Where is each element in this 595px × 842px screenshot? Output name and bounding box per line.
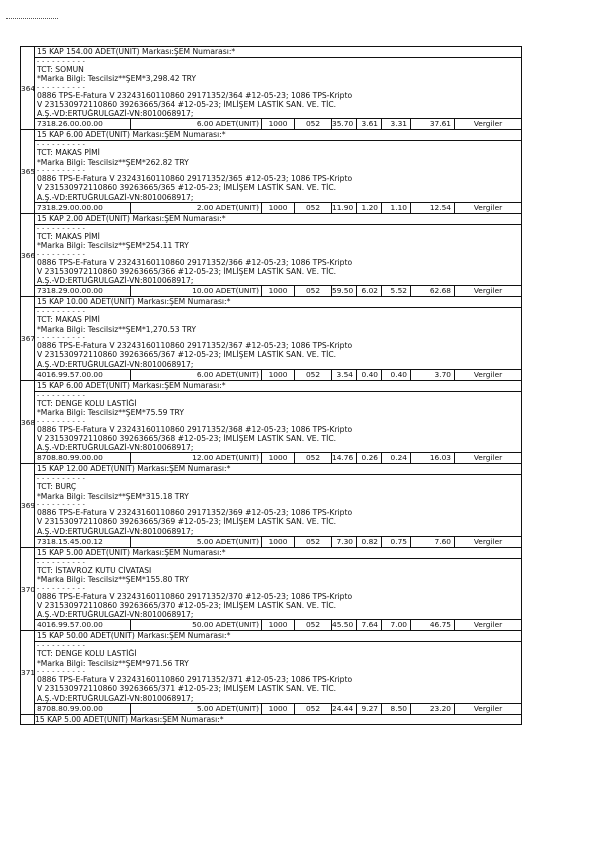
package-line: 15 KAP 12.00 ADET(UNIT) Markası:ŞEM Numarası:* [35,464,521,475]
item-block [21,297,522,369]
quantity: 5.00 ADET(UNIT) [131,703,262,714]
separator-dashes: - - - - - - - - - - [37,584,86,592]
status-label: Vergiler [455,703,522,714]
brand-info-line: *Marka Bilgi: Tescilsiz**ŞEM*1,270.53 TRY [37,324,197,334]
tct-line: TCT: MAKAS PİMİ [37,148,100,158]
invoice-line: A.Ş.-VD:ERTUĞRULGAZİ-VN:8010068917; [37,526,194,536]
item-data-row [21,119,522,130]
separator-dashes: - - - - - - - - - - [37,250,86,258]
tariff-code: 4016.99.57.00.00 [35,369,131,380]
package-line: 15 KAP 10.00 ADET(UNIT) Markası:ŞEM Numarası:* [35,297,521,308]
tariff-code: 8708.80.99.00.00 [35,703,131,714]
quantity: 10.00 ADET(UNIT) [131,286,262,297]
separator-dashes: - - - - - - - - - - [37,167,86,175]
value-4: 37.61 [411,119,455,130]
separator-dashes: - - - - - - - - - - [37,224,86,232]
invoice-line: A.Ş.-VD:ERTUĞRULGAZİ-VN:8010068917; [37,359,194,369]
value-2: 6.02 [357,286,382,297]
value-1: 3.54 [332,369,357,380]
item-number: 371 [21,631,35,714]
item-description-block [35,464,522,536]
code-1: 1000 [262,119,295,130]
separator-dashes: - - - - - - - - - - [37,391,86,399]
item-number: 365 [21,130,35,213]
separator-dashes: - - - - - - - - - - [37,475,86,483]
status-label: Vergiler [455,620,522,631]
invoice-line: 0886 TPS-E-Fatura V 23243160110860 29171352/370 #12-05-23; 1086 TPS-Kripto [37,591,353,601]
package-line: 15 KAP 50.00 ADET(UNIT) Markası:ŞEM Numarası:* [35,631,521,642]
item-data-row [21,536,522,547]
item-data-row [21,703,522,714]
brand-info-line: *Marka Bilgi: Tescilsiz**ŞEM*262.82 TRY [37,157,189,167]
item-data-row [21,453,522,464]
invoice-line: 0886 TPS-E-Fatura V 23243160110860 29171352/366 #12-05-23; 1086 TPS-Kripto [37,257,353,267]
tariff-code: 7318.15.45.00.12 [35,536,131,547]
brand-info-line: *Marka Bilgi: Tescilsiz**ŞEM*75.59 TRY [37,408,184,418]
trailing-row [21,714,522,724]
code-2: 052 [295,369,332,380]
tct-line: TCT: DENGE KOLU LASTİĞİ [37,398,137,408]
status-label: Vergiler [455,286,522,297]
value-1: 59.50 [332,286,357,297]
item-block [21,47,522,119]
header-mark [6,18,58,19]
item-description-block [35,631,522,703]
quantity: 6.00 ADET(UNIT) [131,369,262,380]
quantity: 6.00 ADET(UNIT) [131,119,262,130]
code-1: 1000 [262,620,295,631]
item-block [21,213,522,285]
invoice-line: V 231530972110860 39263665/370 #12-05-23; İMLİŞEM LASTİK SAN. VE. TİC. [37,600,337,610]
quantity: 12.00 ADET(UNIT) [131,453,262,464]
value-2: 7.64 [357,620,382,631]
invoice-line: 0886 TPS-E-Fatura V 23243160110860 29171352/364 #12-05-23; 1086 TPS-Kripto [37,90,353,100]
invoice-line: V 231530972110860 39263665/366 #12-05-23; İMLİŞEM LASTİK SAN. VE. TİC. [37,266,337,276]
value-2: 1.20 [357,202,382,213]
item-number: 366 [21,213,35,296]
tct-line: TCT: İSTAVROZ KUTU CİVATASI [37,565,152,575]
invoice-line: A.Ş.-VD:ERTUĞRULGAZİ-VN:8010068917; [37,276,194,286]
invoice-line: 0886 TPS-E-Fatura V 23243160110860 29171352/365 #12-05-23; 1086 TPS-Kripto [37,174,353,184]
value-1: 11.90 [332,202,357,213]
status-label: Vergiler [455,119,522,130]
brand-info-line: *Marka Bilgi: Tescilsiz**ŞEM*254.11 TRY [37,241,189,251]
package-line: 15 KAP 5.00 ADET(UNIT) Markası:ŞEM Numarası:* [35,548,521,559]
tariff-code: 7318.29.00.00.00 [35,202,131,213]
value-4: 7.60 [411,536,455,547]
tct-line: TCT: SOMUN [37,65,84,74]
separator-dashes: - - - - - - - - - - [37,501,86,509]
item-number: 368 [21,380,35,463]
status-label: Vergiler [455,453,522,464]
value-4: 46.75 [411,620,455,631]
invoice-line: 0886 TPS-E-Fatura V 23243160110860 29171352/368 #12-05-23; 1086 TPS-Kripto [37,424,353,434]
value-3: 0.24 [382,453,411,464]
item-description-block [35,297,522,369]
item-number: 369 [21,464,35,547]
value-2: 9.27 [357,703,382,714]
item-data-row [21,620,522,631]
value-4: 23.20 [411,703,455,714]
tariff-code: 7318.29.00.00.00 [35,286,131,297]
code-1: 1000 [262,202,295,213]
item-block [21,380,522,452]
customs-item-table [20,46,522,725]
value-3: 3.31 [382,119,411,130]
code-1: 1000 [262,369,295,380]
item-data-row [21,286,522,297]
separator-dashes: - - - - - - - - - - [37,558,86,566]
value-4: 62.68 [411,286,455,297]
package-line: 15 KAP 6.00 ADET(UNIT) Markası:ŞEM Numarası:* [35,381,521,392]
separator-dashes: - - - - - - - - - - [37,417,86,425]
separator-dashes: - - - - - - - - - - [37,667,86,675]
tariff-code: 4016.99.57.00.00 [35,620,131,631]
tariff-code: 7318.26.00.00.00 [35,119,131,130]
item-description-block [35,47,522,119]
tct-line: TCT: MAKAS PİMİ [37,315,100,325]
item-description-block [35,380,522,452]
item-block [21,464,522,536]
quantity: 2.00 ADET(UNIT) [131,202,262,213]
code-2: 052 [295,453,332,464]
package-line: 15 KAP 2.00 ADET(UNIT) Markası:ŞEM Numarası:* [35,214,521,225]
separator-dashes: - - - - - - - - - - [37,308,86,316]
quantity: 5.00 ADET(UNIT) [131,536,262,547]
value-1: 14.76 [332,453,357,464]
value-4: 16.03 [411,453,455,464]
item-data-row [21,369,522,380]
invoice-line: V 231530972110860 39263665/371 #12-05-23; İMLİŞEM LASTİK SAN. VE. TİC. [37,684,337,694]
invoice-line: V 231530972110860 39263665/368 #12-05-23; İMLİŞEM LASTİK SAN. VE. TİC. [37,433,337,443]
brand-info-line: *Marka Bilgi: Tescilsiz**ŞEM*155.80 TRY [37,575,189,585]
item-number-empty [21,714,35,724]
item-number: 367 [21,297,35,380]
tct-line: TCT: DENGE KOLU LASTİĞİ [37,649,137,659]
item-block [21,547,522,619]
invoice-line: A.Ş.-VD:ERTUĞRULGAZİ-VN:8010068917; [37,109,194,119]
value-2: 3.61 [357,119,382,130]
separator-dashes: - - - - - - - - - - [37,58,86,65]
brand-info-line: *Marka Bilgi: Tescilsiz**ŞEM*971.56 TRY [37,658,189,668]
code-2: 052 [295,286,332,297]
separator-dashes: - - - - - - - - - - [37,83,86,91]
value-2: 0.82 [357,536,382,547]
item-block [21,130,522,202]
brand-info-line: *Marka Bilgi: Tescilsiz**ŞEM*3,298.42 TRY [37,74,197,84]
separator-dashes: - - - - - - - - - - [37,141,86,149]
value-1: 24.44 [332,703,357,714]
value-3: 0.75 [382,536,411,547]
invoice-line: A.Ş.-VD:ERTUĞRULGAZİ-VN:8010068917; [37,443,194,453]
code-1: 1000 [262,536,295,547]
invoice-line: V 231530972110860 39263665/365 #12-05-23; İMLİŞEM LASTİK SAN. VE. TİC. [37,183,337,193]
invoice-line: V 231530972110860 39263665/367 #12-05-23; İMLİŞEM LASTİK SAN. VE. TİC. [37,350,337,360]
tariff-code: 8708.80.99.00.00 [35,453,131,464]
value-3: 0.40 [382,369,411,380]
package-line: 15 KAP 154.00 ADET(UNIT) Markası:ŞEM Numarası:* [35,47,521,58]
value-1: 7.30 [332,536,357,547]
item-block [21,631,522,703]
value-3: 5.52 [382,286,411,297]
code-2: 052 [295,620,332,631]
value-2: 0.26 [357,453,382,464]
code-2: 052 [295,536,332,547]
item-number: 370 [21,547,35,630]
separator-dashes: - - - - - - - - - - [37,642,86,650]
status-label: Vergiler [455,369,522,380]
package-line: 15 KAP 6.00 ADET(UNIT) Markası:ŞEM Numarası:* [35,130,521,141]
item-description-block [35,213,522,285]
package-line: 15 KAP 5.00 ADET(UNIT) Markası:ŞEM Numarası:* [35,714,522,724]
status-label: Vergiler [455,536,522,547]
code-1: 1000 [262,703,295,714]
invoice-line: V 231530972110860 39263665/369 #12-05-23; İMLİŞEM LASTİK SAN. VE. TİC. [37,517,337,527]
invoice-line: A.Ş.-VD:ERTUĞRULGAZİ-VN:8010068917; [37,610,194,620]
item-description-block [35,130,522,202]
invoice-line: A.Ş.-VD:ERTUĞRULGAZİ-VN:8010068917; [37,693,194,703]
invoice-line: A.Ş.-VD:ERTUĞRULGAZİ-VN:8010068917; [37,192,194,202]
value-2: 0.40 [357,369,382,380]
item-number: 364 [21,47,35,130]
invoice-line: 0886 TPS-E-Fatura V 23243160110860 29171352/371 #12-05-23; 1086 TPS-Kripto [37,674,353,684]
value-4: 3.70 [411,369,455,380]
tct-line: TCT: MAKAS PİMİ [37,231,100,241]
item-description-block [35,547,522,619]
code-2: 052 [295,703,332,714]
code-2: 052 [295,119,332,130]
value-3: 8.50 [382,703,411,714]
value-1: 45.50 [332,620,357,631]
code-1: 1000 [262,453,295,464]
separator-dashes: - - - - - - - - - - [37,334,86,342]
value-3: 1.10 [382,202,411,213]
value-4: 12.54 [411,202,455,213]
value-3: 7.00 [382,620,411,631]
status-label: Vergiler [455,202,522,213]
quantity: 50.00 ADET(UNIT) [131,620,262,631]
code-2: 052 [295,202,332,213]
invoice-line: V 231530972110860 39263665/364 #12-05-23; İMLİŞEM LASTİK SAN. VE. TİC. [37,99,337,109]
value-1: 35.70 [332,119,357,130]
invoice-line: 0886 TPS-E-Fatura V 23243160110860 29171352/369 #12-05-23; 1086 TPS-Kripto [37,508,353,518]
invoice-line: 0886 TPS-E-Fatura V 23243160110860 29171352/367 #12-05-23; 1086 TPS-Kripto [37,341,353,351]
item-data-row [21,202,522,213]
code-1: 1000 [262,286,295,297]
tct-line: TCT: BURÇ [37,482,77,492]
brand-info-line: *Marka Bilgi: Tescilsiz**ŞEM*315.18 TRY [37,491,189,501]
